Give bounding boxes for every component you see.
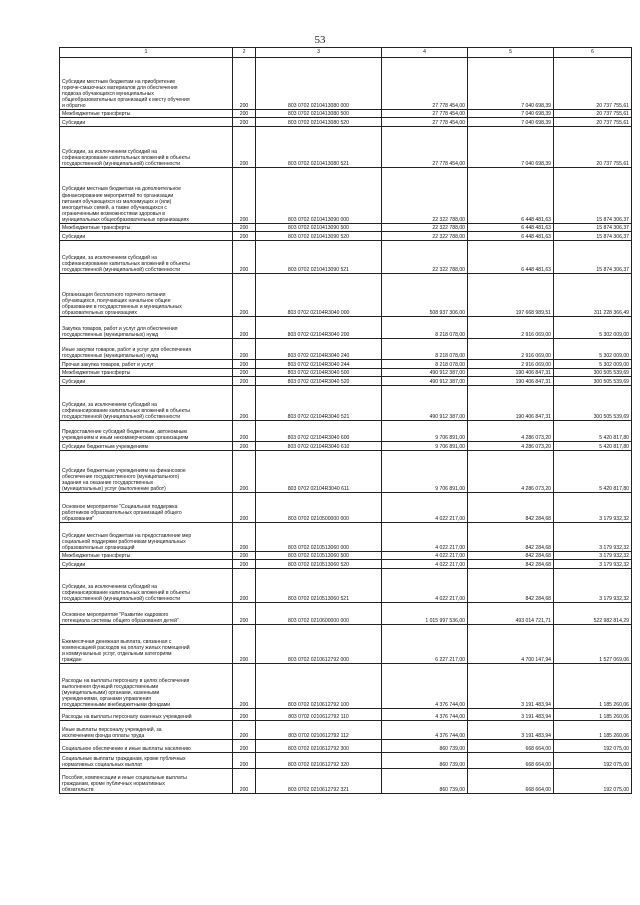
row-remaining-cell: 3 179 932,32	[554, 523, 632, 552]
row-name-cell: Субсидии местным бюджетам на приобретение горюче-смазочных материалов для обеспечения подвоза обучающихся муниципальных общеобразовательных организаций к месту обучения и обратно	[60, 58, 233, 110]
row-classification-cell: 803 0702 0210413090 521	[256, 241, 382, 274]
column-header: 4	[382, 48, 468, 58]
row-name-cell: Предоставление субсидий бюджетным, автономным учреждениям и иным некоммерческим организациям	[60, 421, 233, 442]
row-classification-cell: 803 0702 02104R3040 610	[256, 442, 382, 451]
table-row	[60, 224, 632, 232]
row-name-cell: Основное мероприятие "Развитие кадрового потенциала системы общего образования детей"	[60, 603, 233, 625]
row-code-cell: 200	[233, 769, 256, 794]
table-row	[60, 740, 632, 753]
row-code-cell: 200	[233, 625, 256, 664]
row-classification-cell: 803 0702 0210413090 520	[256, 232, 382, 241]
row-remaining-cell: 300 505 539,69	[554, 369, 632, 377]
column-header: 3	[256, 48, 382, 58]
row-remaining-cell: 5 302 009,00	[554, 339, 632, 360]
row-approved-cell: 9 706 891,00	[382, 421, 468, 442]
column-header: 1	[60, 48, 233, 58]
row-classification-cell: 803 0702 02104R3040 600	[256, 421, 382, 442]
row-name-cell: Субсидии	[60, 377, 233, 386]
row-approved-cell: 8 218 078,00	[382, 317, 468, 339]
row-name-cell: Закупка товаров, работ и услуг для обеспечения государственных (муниципальных) нужд	[60, 317, 233, 339]
row-approved-cell: 490 912 387,00	[382, 369, 468, 377]
row-executed-cell: 3 191 483,94	[468, 664, 554, 709]
row-name-cell: Субсидии бюджетным учреждениям	[60, 442, 233, 451]
row-approved-cell: 8 218 078,00	[382, 360, 468, 369]
row-code-cell: 200	[233, 386, 256, 421]
table-row	[60, 241, 632, 274]
row-approved-cell: 860 739,00	[382, 753, 468, 769]
table-row	[60, 451, 632, 493]
row-code-cell: 200	[233, 317, 256, 339]
table-row	[60, 560, 632, 569]
row-classification-cell: 803 0702 02104R3040 520	[256, 377, 382, 386]
row-remaining-cell: 192 075,00	[554, 753, 632, 769]
row-name-cell: Организация бесплатного горячего питания обучающихся, получающих начальное общее образование в государственных и муниципальных образовательных организациях	[60, 274, 233, 317]
row-name-cell: Межбюджетные трансферты	[60, 369, 233, 377]
row-code-cell: 200	[233, 360, 256, 369]
row-name-cell: Субсидии	[60, 118, 233, 127]
row-code-cell: 200	[233, 110, 256, 118]
row-classification-cell: 803 0702 0210413080 520	[256, 118, 382, 127]
row-classification-cell: 803 0702 0210612792 112	[256, 721, 382, 740]
table-row	[60, 625, 632, 664]
row-classification-cell: 803 0702 0210500000 000	[256, 493, 382, 523]
row-approved-cell: 22 322 788,00	[382, 168, 468, 224]
table-row	[60, 110, 632, 118]
row-classification-cell: 803 0702 0210513060 520	[256, 560, 382, 569]
table-row	[60, 421, 632, 442]
row-remaining-cell: 300 505 539,69	[554, 386, 632, 421]
table-row	[60, 442, 632, 451]
row-name-cell: Ежемесячная денежная выплата, связанная с компенсацией расходов на оплату жилых помещений и коммунальных услуг, отдельным категориям граждан	[60, 625, 233, 664]
row-executed-cell: 2 916 069,00	[468, 360, 554, 369]
row-executed-cell: 493 014 721,71	[468, 603, 554, 625]
table-row	[60, 523, 632, 552]
row-code-cell: 200	[233, 369, 256, 377]
row-classification-cell: 803 0702 0210413080 000	[256, 58, 382, 110]
row-name-cell: Субсидии местным бюджетам на предоставление мер социальной поддержки работникам муниципальных образовательных организаций	[60, 523, 233, 552]
table-row	[60, 552, 632, 560]
row-remaining-cell: 20 737 755,61	[554, 110, 632, 118]
table-row	[60, 58, 632, 110]
table-header-row	[60, 48, 632, 58]
row-classification-cell: 803 0702 0210612792 110	[256, 709, 382, 721]
row-classification-cell: 803 0702 0210612792 321	[256, 769, 382, 794]
row-classification-cell: 803 0702 02104R3040 244	[256, 360, 382, 369]
row-executed-cell: 197 668 989,51	[468, 274, 554, 317]
row-executed-cell: 7 040 698,39	[468, 118, 554, 127]
row-remaining-cell: 15 874 306,37	[554, 241, 632, 274]
row-name-cell: Субсидии, за исключением субсидий на софинансирование капитальных вложений в объекты государственной (муниципальной) собственности	[60, 127, 233, 168]
row-approved-cell: 490 912 387,00	[382, 377, 468, 386]
column-header: 5	[468, 48, 554, 58]
row-approved-cell: 9 706 891,00	[382, 442, 468, 451]
row-executed-cell: 842 284,68	[468, 493, 554, 523]
row-code-cell: 200	[233, 421, 256, 442]
row-executed-cell: 842 284,68	[468, 523, 554, 552]
row-remaining-cell: 15 874 306,37	[554, 168, 632, 224]
row-executed-cell: 4 700 147,94	[468, 625, 554, 664]
row-approved-cell: 22 322 788,00	[382, 224, 468, 232]
row-approved-cell: 4 376 744,00	[382, 709, 468, 721]
row-executed-cell: 668 664,00	[468, 769, 554, 794]
row-remaining-cell: 5 420 817,80	[554, 451, 632, 493]
row-code-cell: 200	[233, 664, 256, 709]
row-classification-cell: 803 0702 0210612792 000	[256, 625, 382, 664]
row-name-cell: Прочая закупка товаров, работ и услуг	[60, 360, 233, 369]
row-classification-cell: 803 0702 0210413080 500	[256, 110, 382, 118]
row-name-cell: Социальные выплаты гражданам, кроме публичных нормативных социальных выплат	[60, 753, 233, 769]
row-name-cell: Социальное обеспечение и иные выплаты населению	[60, 740, 233, 753]
row-name-cell: Субсидии	[60, 560, 233, 569]
row-code-cell: 200	[233, 168, 256, 224]
row-remaining-cell: 192 075,00	[554, 769, 632, 794]
row-remaining-cell: 1 185 260,06	[554, 721, 632, 740]
row-remaining-cell: 3 179 932,32	[554, 569, 632, 603]
row-code-cell: 200	[233, 552, 256, 560]
table-row	[60, 232, 632, 241]
row-name-cell: Субсидии, за исключением субсидий на софинансирование капитальных вложений в объекты государственной (муниципальной) собственности	[60, 386, 233, 421]
table-row	[60, 664, 632, 709]
table-row	[60, 118, 632, 127]
row-classification-cell: 803 0702 02104R3040 000	[256, 274, 382, 317]
row-code-cell: 200	[233, 274, 256, 317]
row-approved-cell: 22 322 788,00	[382, 232, 468, 241]
row-remaining-cell: 311 228 366,49	[554, 274, 632, 317]
row-remaining-cell: 20 737 755,61	[554, 118, 632, 127]
row-code-cell: 200	[233, 753, 256, 769]
row-remaining-cell: 3 179 932,32	[554, 560, 632, 569]
row-classification-cell: 803 0702 0210612792 100	[256, 664, 382, 709]
row-code-cell: 200	[233, 442, 256, 451]
row-approved-cell: 6 227 217,00	[382, 625, 468, 664]
table-row	[60, 339, 632, 360]
row-classification-cell: 803 0702 0210612792 300	[256, 740, 382, 753]
row-code-cell: 200	[233, 224, 256, 232]
row-approved-cell: 860 739,00	[382, 769, 468, 794]
row-remaining-cell: 192 075,00	[554, 740, 632, 753]
row-approved-cell: 4 022 217,00	[382, 560, 468, 569]
row-executed-cell: 6 448 481,63	[468, 232, 554, 241]
row-name-cell: Иные закупки товаров, работ и услуг для обеспечения государственных (муниципальных) нужд	[60, 339, 233, 360]
row-executed-cell: 6 448 481,63	[468, 168, 554, 224]
table-row	[60, 386, 632, 421]
row-code-cell: 200	[233, 127, 256, 168]
page-number: 53	[314, 34, 326, 46]
row-classification-cell: 803 0702 0210413090 500	[256, 224, 382, 232]
table-row	[60, 709, 632, 721]
row-executed-cell: 190 406 847,31	[468, 369, 554, 377]
row-executed-cell: 2 916 069,00	[468, 339, 554, 360]
row-approved-cell: 22 322 788,00	[382, 241, 468, 274]
row-executed-cell: 7 040 698,39	[468, 127, 554, 168]
row-name-cell: Субсидии бюджетным учреждениям на финансовое обеспечение государственного (муниципального) задания на оказание государственных (муниципальных) услуг (выполнение работ)	[60, 451, 233, 493]
row-name-cell: Основное мероприятие "Социальная поддержка работников образовательных организаций общего образования"	[60, 493, 233, 523]
row-executed-cell: 6 448 481,63	[468, 241, 554, 274]
row-classification-cell: 803 0702 0210413080 521	[256, 127, 382, 168]
row-executed-cell: 190 406 847,31	[468, 386, 554, 421]
row-classification-cell: 803 0702 02104R3040 240	[256, 339, 382, 360]
row-approved-cell: 1 015 997 536,00	[382, 603, 468, 625]
row-executed-cell: 2 916 069,00	[468, 317, 554, 339]
row-name-cell: Межбюджетные трансферты	[60, 224, 233, 232]
row-name-cell: Межбюджетные трансферты	[60, 552, 233, 560]
row-remaining-cell: 300 505 539,69	[554, 377, 632, 386]
row-approved-cell: 4 022 217,00	[382, 493, 468, 523]
table-row	[60, 493, 632, 523]
row-classification-cell: 803 0702 0210612792 320	[256, 753, 382, 769]
table-row	[60, 127, 632, 168]
column-header: 6	[554, 48, 632, 58]
row-name-cell: Иные выплаты персоналу учреждений, за исключением фонда оплаты труда	[60, 721, 233, 740]
row-code-cell: 200	[233, 603, 256, 625]
row-remaining-cell: 5 302 009,00	[554, 317, 632, 339]
table-row	[60, 369, 632, 377]
row-code-cell: 200	[233, 560, 256, 569]
table-row	[60, 377, 632, 386]
row-code-cell: 200	[233, 241, 256, 274]
row-classification-cell: 803 0702 02104R3040 611	[256, 451, 382, 493]
row-remaining-cell: 3 179 932,32	[554, 493, 632, 523]
row-name-cell: Субсидии	[60, 232, 233, 241]
row-code-cell: 200	[233, 58, 256, 110]
row-approved-cell: 27 778 454,00	[382, 58, 468, 110]
row-name-cell: Межбюджетные трансферты	[60, 110, 233, 118]
row-approved-cell: 4 376 744,00	[382, 664, 468, 709]
column-header: 2	[233, 48, 256, 58]
row-approved-cell: 27 778 454,00	[382, 127, 468, 168]
row-approved-cell: 490 912 387,00	[382, 386, 468, 421]
row-executed-cell: 842 284,68	[468, 560, 554, 569]
row-remaining-cell: 15 874 306,37	[554, 224, 632, 232]
row-classification-cell: 803 0702 02104R3040 521	[256, 386, 382, 421]
row-approved-cell: 4 022 217,00	[382, 552, 468, 560]
row-code-cell: 200	[233, 569, 256, 603]
row-classification-cell: 803 0702 0210600000 000	[256, 603, 382, 625]
row-executed-cell: 668 664,00	[468, 740, 554, 753]
table-row	[60, 753, 632, 769]
row-approved-cell: 9 706 891,00	[382, 451, 468, 493]
row-code-cell: 200	[233, 339, 256, 360]
row-code-cell: 200	[233, 740, 256, 753]
table-row	[60, 569, 632, 603]
row-executed-cell: 842 284,68	[468, 552, 554, 560]
row-code-cell: 200	[233, 377, 256, 386]
row-name-cell: Пособия, компенсации и иные социальные выплаты гражданам, кроме публичных нормативных обязательств	[60, 769, 233, 794]
row-executed-cell: 668 664,00	[468, 753, 554, 769]
row-approved-cell: 4 022 217,00	[382, 569, 468, 603]
row-remaining-cell: 522 982 814,29	[554, 603, 632, 625]
table-row	[60, 721, 632, 740]
row-classification-cell: 803 0702 0210513060 500	[256, 552, 382, 560]
row-code-cell: 200	[233, 523, 256, 552]
row-code-cell: 200	[233, 232, 256, 241]
row-executed-cell: 3 191 483,94	[468, 721, 554, 740]
table-row	[60, 360, 632, 369]
row-remaining-cell: 20 737 755,61	[554, 127, 632, 168]
row-name-cell: Субсидии, за исключением субсидий на софинансирование капитальных вложений в объекты государственной (муниципальной) собственности	[60, 241, 233, 274]
row-approved-cell: 27 778 454,00	[382, 118, 468, 127]
row-code-cell: 200	[233, 118, 256, 127]
row-executed-cell: 7 040 698,39	[468, 110, 554, 118]
row-executed-cell: 190 406 847,31	[468, 377, 554, 386]
row-remaining-cell: 3 179 932,32	[554, 552, 632, 560]
budget-table	[59, 47, 632, 794]
row-name-cell: Расходы на выплаты персоналу казенных учреждений	[60, 709, 233, 721]
row-remaining-cell: 20 737 755,61	[554, 58, 632, 110]
row-remaining-cell: 5 420 817,80	[554, 442, 632, 451]
row-classification-cell: 803 0702 0210513060 521	[256, 569, 382, 603]
row-classification-cell: 803 0702 0210413090 000	[256, 168, 382, 224]
row-classification-cell: 803 0702 02104R3040 500	[256, 369, 382, 377]
row-remaining-cell: 15 874 306,37	[554, 232, 632, 241]
row-executed-cell: 4 286 073,20	[468, 451, 554, 493]
table-row	[60, 603, 632, 625]
row-approved-cell: 860 739,00	[382, 740, 468, 753]
row-approved-cell: 8 218 078,00	[382, 339, 468, 360]
table-row	[60, 769, 632, 794]
row-name-cell: Субсидии местным бюджетам на дополнительное финансирование мероприятий по организации питания обучающихся из малоимущих и (или) многодетных семей, а также обучающихся с ограниченными возможностями здоровья в муниципальных общеобразовательных организациях	[60, 168, 233, 224]
row-executed-cell: 4 286 073,20	[468, 421, 554, 442]
row-approved-cell: 4 376 744,00	[382, 721, 468, 740]
row-code-cell: 200	[233, 451, 256, 493]
table-row	[60, 317, 632, 339]
table-row	[60, 168, 632, 224]
row-approved-cell: 27 778 454,00	[382, 110, 468, 118]
row-remaining-cell: 5 420 817,80	[554, 421, 632, 442]
row-classification-cell: 803 0702 0210513060 000	[256, 523, 382, 552]
row-remaining-cell: 1 527 069,06	[554, 625, 632, 664]
row-code-cell: 200	[233, 709, 256, 721]
row-executed-cell: 3 191 483,94	[468, 709, 554, 721]
row-code-cell: 200	[233, 721, 256, 740]
row-executed-cell: 4 286 073,20	[468, 442, 554, 451]
row-name-cell: Субсидии, за исключением субсидий на софинансирование капитальных вложений в объекты государственной (муниципальной) собственности	[60, 569, 233, 603]
row-executed-cell: 6 448 481,63	[468, 224, 554, 232]
row-code-cell: 200	[233, 493, 256, 523]
row-executed-cell: 842 284,68	[468, 569, 554, 603]
row-remaining-cell: 1 185 260,06	[554, 664, 632, 709]
row-classification-cell: 803 0702 02104R3040 200	[256, 317, 382, 339]
row-remaining-cell: 5 302 009,00	[554, 360, 632, 369]
row-approved-cell: 508 937 306,00	[382, 274, 468, 317]
row-executed-cell: 7 040 698,39	[468, 58, 554, 110]
row-name-cell: Расходы на выплаты персоналу в целях обеспечения выполнения функций государственными (муниципальными) органами, казенными учреждениями, органами управления государственными внебюджетными фондами	[60, 664, 233, 709]
table-row	[60, 274, 632, 317]
row-remaining-cell: 1 185 260,06	[554, 709, 632, 721]
row-approved-cell: 4 022 217,00	[382, 523, 468, 552]
